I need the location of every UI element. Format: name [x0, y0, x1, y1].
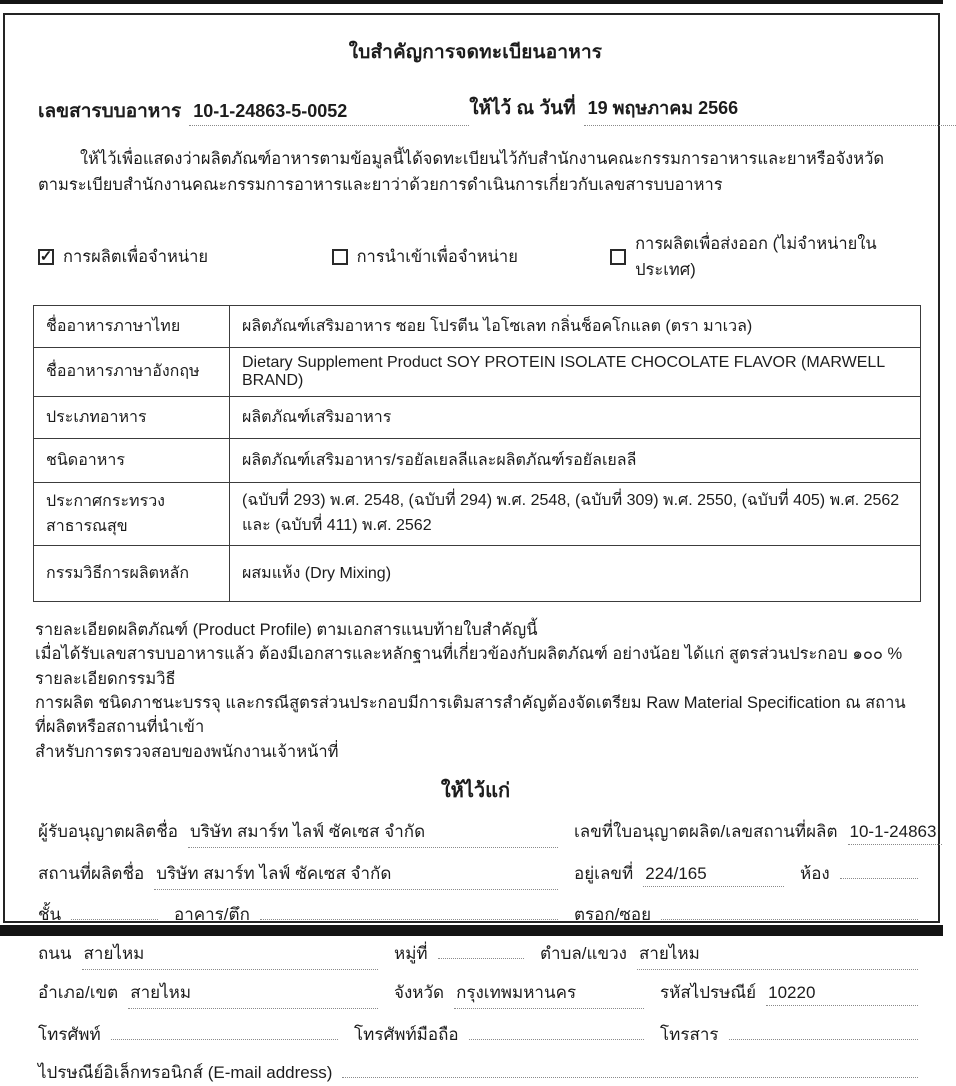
row-label: ชื่ออาหารภาษาไทย — [34, 305, 230, 347]
row-label: ชนิดอาหาร — [34, 438, 230, 482]
field-label: โทรสาร — [660, 1024, 719, 1044]
field-province — [394, 979, 644, 1009]
field-label: หมู่ที่ — [394, 943, 428, 963]
row-label: ชื่ออาหารภาษาอังกฤษ — [34, 347, 230, 396]
row-label: ประกาศกระทรวงสาธารณสุข — [34, 482, 230, 545]
field-value: สายไหม — [82, 940, 378, 970]
notes-line-4: สำหรับการตรวจสอบของพนักงานเจ้าหน้าที่ — [35, 742, 339, 761]
table-row-food-category — [34, 396, 921, 438]
field-label: เลขที่ใบอนุญาตผลิต/เลขสถานที่ผลิต — [574, 822, 838, 842]
field-value — [342, 1057, 918, 1078]
field-label: ผู้รับอนุญาตผลิตชื่อ — [38, 822, 178, 842]
table-row-english-name — [34, 347, 921, 396]
checkbox-import-for-sale-label: การนำเข้าเพื่อจำหน่าย — [356, 247, 518, 266]
field-telephone — [38, 1019, 338, 1048]
row-value: (ฉบับที่ 293) พ.ศ. 2548, (ฉบับที่ 294) พ.ศ. 2548, (ฉบับที่ 309) พ.ศ. 2550, (ฉบับที่ 405) พ.ศ. 2562 และ (ฉบับที่ 411) พ.ศ. 2562 — [230, 482, 921, 545]
field-value: สายไหม — [128, 979, 378, 1009]
field-label: รหัสไปรษณีย์ — [660, 983, 757, 1003]
table-row-ministry-notification — [34, 482, 921, 545]
issued-to-heading: ให้ไว้แก่ — [440, 780, 511, 803]
field-room — [800, 858, 918, 887]
field-value: บริษัท สมาร์ท ไลฟ์ ซัคเซส จำกัด — [188, 818, 558, 848]
certificate-document — [3, 13, 940, 1083]
field-row — [38, 858, 918, 890]
scan-artifact-top-bar — [0, 0, 943, 4]
scan-artifact-bottom-bar — [0, 925, 943, 936]
header-row — [38, 93, 916, 126]
intro-line-2: ตามระเบียบสำนักงานคณะกรรมการอาหารและยาว่าด้วยการดำเนินการเกี่ยวกับเลขสารบบอาหาร — [38, 176, 723, 195]
field-label: โทรศัพท์ — [38, 1024, 101, 1044]
field-label: จังหวัด — [394, 983, 445, 1003]
issue-date-group — [469, 93, 955, 126]
field-postal-code — [660, 979, 918, 1006]
row-value: ผสมแห้ง (Dry Mixing) — [230, 545, 921, 601]
field-email — [38, 1057, 918, 1086]
field-value: สายไหม — [637, 940, 918, 970]
issue-date-label: ให้ไว้ ณ วันที่ — [469, 98, 576, 119]
field-label: อาคาร/ตึก — [174, 905, 250, 925]
field-value — [729, 1019, 918, 1040]
row-value: ผลิตภัณฑ์เสริมอาหาร ซอย โปรตีน ไอโซเลท กลิ่นช็อคโกแลต (ตรา มาเวล) — [230, 305, 921, 347]
field-value: 10-1-24863 — [848, 822, 943, 845]
field-label: อยู่เลขที่ — [574, 863, 634, 883]
field-row — [38, 899, 918, 928]
field-value — [661, 899, 918, 920]
field-label: ไปรษณีย์อิเล็กทรอนิกส์ (E-mail address) — [38, 1063, 333, 1083]
checkbox-produce-for-sale-label: การผลิตเพื่อจำหน่าย — [63, 247, 209, 266]
food-serial-group — [38, 96, 469, 126]
field-value: บริษัท สมาร์ท ไลฟ์ ซัคเซส จำกัด — [154, 860, 558, 890]
field-label: ตำบล/แขวง — [540, 943, 627, 963]
checkbox-produce-for-export[interactable] — [610, 231, 918, 283]
intro-line-1: ให้ไว้เพื่อแสดงว่าผลิตภัณฑ์อาหารตามข้อมูลนี้ได้จดทะเบียนไว้กับสำนักงานคณะกรรมการอาหารและยาหรือจังหวัด — [80, 150, 885, 168]
purpose-checkbox-row — [38, 231, 918, 283]
field-subdistrict — [540, 940, 918, 970]
field-label: ตรอก/ซอย — [574, 905, 652, 925]
field-floor — [38, 899, 158, 928]
field-mobile — [354, 1019, 644, 1048]
checkbox-unchecked-icon[interactable] — [332, 249, 348, 265]
food-serial-value: 10-1-24863-5-0052 — [189, 101, 469, 126]
field-label: ถนน — [38, 943, 72, 963]
field-address-number — [574, 860, 784, 887]
row-value: ผลิตภัณฑ์เสริมอาหาร — [230, 396, 921, 438]
field-label: สถานที่ผลิตชื่อ — [38, 863, 145, 883]
field-value: กรุงเทพมหานคร — [454, 979, 644, 1009]
notes-line-3: การผลิต ชนิดภาชนะบรรจุ และกรณีสูตรส่วนประกอบมีการเติมสารสำคัญต้องจัดเตรียม Raw Material Specification ณ สถานที่ผลิตหรือสถานที่นำเข้า — [35, 694, 906, 737]
intro-paragraph — [38, 146, 916, 199]
field-row — [38, 1057, 918, 1086]
field-label: ห้อง — [800, 863, 830, 883]
table-row-thai-name — [34, 305, 921, 347]
field-district — [38, 979, 378, 1009]
table-row-production-process — [34, 545, 921, 601]
field-label: อำเภอ/เขต — [38, 983, 119, 1003]
field-label: ชั้น — [38, 905, 62, 925]
field-alley — [574, 899, 918, 928]
field-row — [38, 818, 937, 848]
issued-to-fields — [38, 818, 937, 1086]
row-label: ประเภทอาหาร — [34, 396, 230, 438]
field-value — [840, 858, 918, 879]
field-value — [469, 1019, 644, 1040]
page-title: ใบสำคัญการจดทะเบียนอาหาร — [348, 42, 603, 63]
field-road — [38, 940, 378, 970]
food-serial-label: เลขสารบบอาหาร — [38, 101, 182, 122]
field-license-number — [574, 818, 937, 845]
field-building — [174, 899, 558, 928]
checkbox-produce-for-sale[interactable] — [38, 244, 332, 270]
checkbox-produce-for-export-label: การผลิตเพื่อส่งออก (ไม่จำหน่ายในประเทศ) — [635, 234, 877, 279]
row-value: Dietary Supplement Product SOY PROTEIN ISOLATE CHOCOLATE FLAVOR (MARWELL BRAND) — [230, 347, 921, 396]
notes-line-1: รายละเอียดผลิตภัณฑ์ (Product Profile) ตามเอกสารแนบท้ายใบสำคัญนี้ — [35, 620, 538, 639]
field-moo — [394, 938, 524, 967]
field-value — [438, 938, 524, 959]
row-label: กรรมวิธีการผลิตหลัก — [34, 545, 230, 601]
checkbox-checked-icon[interactable]: ✓ — [39, 248, 53, 266]
field-row — [38, 1019, 918, 1048]
field-value — [260, 899, 558, 920]
field-value — [71, 899, 158, 920]
checkbox-unchecked-icon[interactable] — [610, 249, 626, 265]
table-row-food-type — [34, 438, 921, 482]
issue-date-value: 19 พฤษภาคม 2566 — [584, 93, 956, 126]
field-value: 224/165 — [643, 864, 784, 887]
field-row — [38, 979, 918, 1009]
field-license-holder — [38, 818, 558, 848]
field-value — [111, 1019, 338, 1040]
field-label: โทรศัพท์มือถือ — [354, 1024, 459, 1044]
row-value: ผลิตภัณฑ์เสริมอาหาร/รอยัลเยลลีและผลิตภัณฑ์รอยัลเยลลี — [230, 438, 921, 482]
notes-line-2: เมื่อได้รับเลขสารบบอาหารแล้ว ต้องมีเอกสารและหลักฐานที่เกี่ยวข้องกับผลิตภัณฑ์ อย่างน้อย ได้แก่ สูตรส่วนประกอบ ๑๐๐ % รายละเอียดกรรมวิธี — [35, 645, 903, 688]
registration-table — [33, 305, 921, 602]
field-value: 10220 — [766, 983, 918, 1006]
field-fax — [660, 1019, 918, 1048]
checkbox-import-for-sale[interactable] — [332, 244, 611, 270]
field-row — [38, 938, 918, 970]
notes-paragraph — [35, 618, 916, 764]
field-production-site-name — [38, 860, 558, 890]
